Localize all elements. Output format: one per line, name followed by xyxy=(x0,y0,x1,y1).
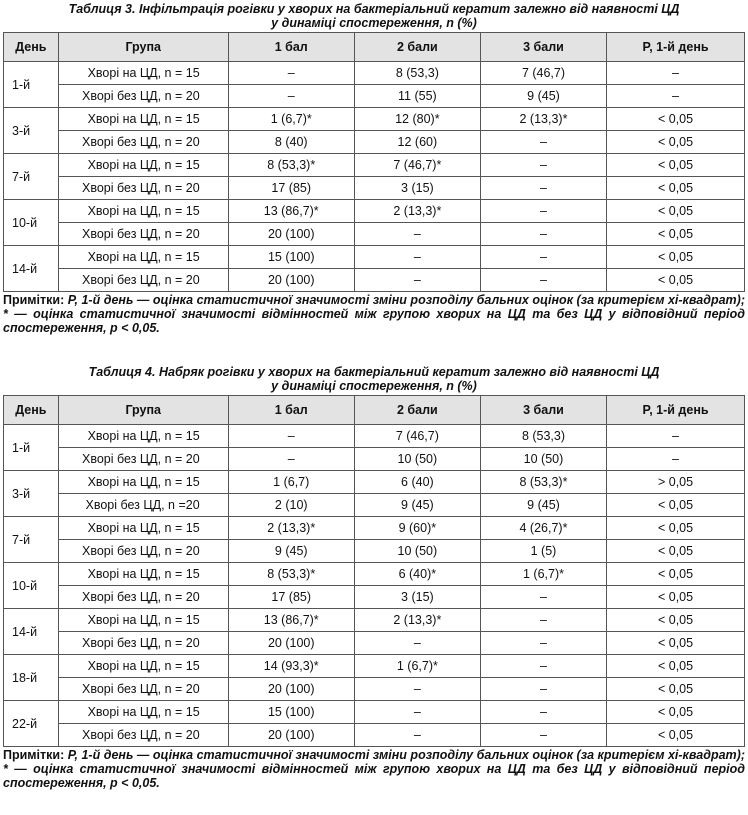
table-4-body xyxy=(4,425,745,747)
score-2-cell: 6 (40)* xyxy=(354,563,480,586)
p-value-cell: < 0,05 xyxy=(607,517,745,540)
score-2-cell: – xyxy=(354,223,480,246)
table-3-subtitle: у динаміці спостереження, n (%) xyxy=(271,16,477,30)
score-1-cell: – xyxy=(228,448,354,471)
day-cell: 7-й xyxy=(4,154,59,200)
score-2-cell: 9 (45) xyxy=(354,494,480,517)
day-cell: 10-й xyxy=(4,563,59,609)
table-row xyxy=(4,448,745,471)
table-3-title: Інфільтрація рогівки у хворих на бактеріальний кератит залежно від наявності ЦД xyxy=(138,2,680,16)
score-2-cell: – xyxy=(354,678,480,701)
p-value-cell: < 0,05 xyxy=(607,724,745,747)
group-cell: Хворі без ЦД, n = 20 xyxy=(58,724,228,747)
score-2-cell: 12 (80)* xyxy=(354,108,480,131)
score-1-cell: – xyxy=(228,62,354,85)
p-value-cell: < 0,05 xyxy=(607,609,745,632)
score-3-cell: – xyxy=(480,586,606,609)
score-1-cell: 1 (6,7) xyxy=(228,471,354,494)
table-4-number: Таблиця 4. xyxy=(88,365,156,379)
p-value-cell: < 0,05 xyxy=(607,563,745,586)
score-1-cell: 15 (100) xyxy=(228,701,354,724)
p-value-cell: < 0,05 xyxy=(607,701,745,724)
table-row xyxy=(4,586,745,609)
p-value-cell: < 0,05 xyxy=(607,154,745,177)
table-4 xyxy=(3,395,745,747)
p-value-cell: < 0,05 xyxy=(607,200,745,223)
header-score-2: 2 бали xyxy=(354,33,480,62)
header-group: Група xyxy=(58,33,228,62)
table-4-title: Набряк рогівки у хворих на бактеріальний кератит залежно від наявності ЦД xyxy=(158,365,660,379)
p-value-cell: < 0,05 xyxy=(607,632,745,655)
score-3-cell: – xyxy=(480,200,606,223)
group-cell: Хворі на ЦД, n = 15 xyxy=(58,425,228,448)
group-cell: Хворі на ЦД, n = 15 xyxy=(58,701,228,724)
p-value-cell: < 0,05 xyxy=(607,108,745,131)
table-row xyxy=(4,425,745,448)
table-3-notes-label: Примітки: xyxy=(3,293,65,307)
group-cell: Хворі без ЦД, n = 20 xyxy=(58,540,228,563)
table-3-body xyxy=(4,62,745,292)
score-3-cell: – xyxy=(480,269,606,292)
score-1-cell: 17 (85) xyxy=(228,586,354,609)
table-row xyxy=(4,517,745,540)
day-cell: 7-й xyxy=(4,517,59,563)
table-row xyxy=(4,540,745,563)
group-cell: Хворі без ЦД, n = 20 xyxy=(58,586,228,609)
score-1-cell: 17 (85) xyxy=(228,177,354,200)
score-2-cell: 10 (50) xyxy=(354,448,480,471)
score-1-cell: 13 (86,7)* xyxy=(228,609,354,632)
group-cell: Хворі без ЦД, n = 20 xyxy=(58,448,228,471)
table-row xyxy=(4,701,745,724)
score-1-cell: 14 (93,3)* xyxy=(228,655,354,678)
day-cell: 3-й xyxy=(4,108,59,154)
header-score-3: 3 бали xyxy=(480,33,606,62)
table-row xyxy=(4,62,745,85)
score-3-cell: – xyxy=(480,154,606,177)
group-cell: Хворі на ЦД, n = 15 xyxy=(58,655,228,678)
p-value-cell: < 0,05 xyxy=(607,269,745,292)
score-3-cell: – xyxy=(480,131,606,154)
table-row xyxy=(4,200,745,223)
score-3-cell: 8 (53,3)* xyxy=(480,471,606,494)
group-cell: Хворі без ЦД, n = 20 xyxy=(58,223,228,246)
score-3-cell: – xyxy=(480,177,606,200)
score-2-cell: – xyxy=(354,701,480,724)
score-3-cell: 9 (45) xyxy=(480,494,606,517)
score-3-cell: 8 (53,3) xyxy=(480,425,606,448)
score-2-cell: 2 (13,3)* xyxy=(354,609,480,632)
group-cell: Хворі без ЦД, n = 20 xyxy=(58,131,228,154)
p-value-cell: – xyxy=(607,448,745,471)
score-1-cell: 8 (53,3)* xyxy=(228,563,354,586)
day-cell: 18-й xyxy=(4,655,59,701)
header-group: Група xyxy=(58,396,228,425)
score-1-cell: 1 (6,7)* xyxy=(228,108,354,131)
day-cell: 10-й xyxy=(4,200,59,246)
table-row xyxy=(4,471,745,494)
group-cell: Хворі без ЦД, n =20 xyxy=(58,494,228,517)
table-3 xyxy=(3,32,745,292)
table-4-block xyxy=(3,365,745,790)
p-value-cell: < 0,05 xyxy=(607,655,745,678)
score-3-cell: 7 (46,7) xyxy=(480,62,606,85)
table-row xyxy=(4,177,745,200)
score-3-cell: 9 (45) xyxy=(480,85,606,108)
group-cell: Хворі на ЦД, n = 15 xyxy=(58,517,228,540)
header-score-2: 2 бали xyxy=(354,396,480,425)
group-cell: Хворі на ЦД, n = 15 xyxy=(58,471,228,494)
score-1-cell: – xyxy=(228,425,354,448)
table-3-header-row xyxy=(4,33,745,62)
header-score-3: 3 бали xyxy=(480,396,606,425)
header-p-value: P, 1-й день xyxy=(607,33,745,62)
table-4-notes-label: Примітки: xyxy=(3,748,65,762)
score-3-cell: 1 (6,7)* xyxy=(480,563,606,586)
table-row xyxy=(4,223,745,246)
table-row xyxy=(4,678,745,701)
score-3-cell: – xyxy=(480,701,606,724)
score-1-cell: 9 (45) xyxy=(228,540,354,563)
group-cell: Хворі на ЦД, n = 15 xyxy=(58,563,228,586)
group-cell: Хворі на ЦД, n = 15 xyxy=(58,200,228,223)
header-day: День xyxy=(4,33,59,62)
day-cell: 3-й xyxy=(4,471,59,517)
group-cell: Хворі на ЦД, n = 15 xyxy=(58,108,228,131)
score-3-cell: 1 (5) xyxy=(480,540,606,563)
table-row xyxy=(4,269,745,292)
score-1-cell: 20 (100) xyxy=(228,223,354,246)
day-cell: 1-й xyxy=(4,425,59,471)
p-value-cell: < 0,05 xyxy=(607,177,745,200)
score-2-cell: 6 (40) xyxy=(354,471,480,494)
table-3-block xyxy=(3,2,745,335)
table-3-notes-text: P, 1-й день — оцінка статистичної значимості зміни розподілу бальних оцінок (за критерієм хі-квадрат); * — оцінка статистичної значимості відмінностей між групою хворих на ЦД та без ЦД у відповідний період спостереження, p < 0,05. xyxy=(3,293,745,335)
table-3-notes xyxy=(3,293,745,335)
score-3-cell: 4 (26,7)* xyxy=(480,517,606,540)
table-row xyxy=(4,246,745,269)
group-cell: Хворі на ЦД, n = 15 xyxy=(58,154,228,177)
score-1-cell: 20 (100) xyxy=(228,678,354,701)
score-3-cell: – xyxy=(480,655,606,678)
score-3-cell: – xyxy=(480,678,606,701)
score-1-cell: 15 (100) xyxy=(228,246,354,269)
score-3-cell: – xyxy=(480,632,606,655)
score-1-cell: 20 (100) xyxy=(228,269,354,292)
day-cell: 14-й xyxy=(4,246,59,292)
group-cell: Хворі без ЦД, n = 20 xyxy=(58,177,228,200)
score-1-cell: – xyxy=(228,85,354,108)
table-row xyxy=(4,85,745,108)
score-1-cell: 2 (10) xyxy=(228,494,354,517)
group-cell: Хворі без ЦД, n = 20 xyxy=(58,678,228,701)
score-3-cell: 2 (13,3)* xyxy=(480,108,606,131)
day-cell: 22-й xyxy=(4,701,59,747)
table-row xyxy=(4,131,745,154)
p-value-cell: > 0,05 xyxy=(607,471,745,494)
group-cell: Хворі на ЦД, n = 15 xyxy=(58,609,228,632)
header-p-value: P, 1-й день xyxy=(607,396,745,425)
table-row xyxy=(4,724,745,747)
table-row xyxy=(4,563,745,586)
table-row xyxy=(4,632,745,655)
score-2-cell: 7 (46,7) xyxy=(354,425,480,448)
group-cell: Хворі без ЦД, n = 20 xyxy=(58,632,228,655)
table-row xyxy=(4,108,745,131)
group-cell: Хворі без ЦД, n = 20 xyxy=(58,85,228,108)
score-1-cell: 2 (13,3)* xyxy=(228,517,354,540)
score-3-cell: – xyxy=(480,609,606,632)
score-2-cell: 9 (60)* xyxy=(354,517,480,540)
score-2-cell: 11 (55) xyxy=(354,85,480,108)
score-3-cell: 10 (50) xyxy=(480,448,606,471)
score-2-cell: 3 (15) xyxy=(354,177,480,200)
table-4-subtitle: у динаміці спостереження, n (%) xyxy=(271,379,477,393)
score-1-cell: 20 (100) xyxy=(228,632,354,655)
score-2-cell: 7 (46,7)* xyxy=(354,154,480,177)
p-value-cell: < 0,05 xyxy=(607,540,745,563)
table-4-notes xyxy=(3,748,745,790)
table-row xyxy=(4,494,745,517)
header-score-1: 1 бал xyxy=(228,33,354,62)
score-2-cell: – xyxy=(354,269,480,292)
p-value-cell: < 0,05 xyxy=(607,131,745,154)
group-cell: Хворі на ЦД, n = 15 xyxy=(58,62,228,85)
p-value-cell: < 0,05 xyxy=(607,494,745,517)
p-value-cell: – xyxy=(607,425,745,448)
p-value-cell: – xyxy=(607,85,745,108)
p-value-cell: < 0,05 xyxy=(607,586,745,609)
group-cell: Хворі без ЦД, n = 20 xyxy=(58,269,228,292)
score-1-cell: 8 (40) xyxy=(228,131,354,154)
header-day: День xyxy=(4,396,59,425)
header-score-1: 1 бал xyxy=(228,396,354,425)
p-value-cell: < 0,05 xyxy=(607,678,745,701)
score-2-cell: 12 (60) xyxy=(354,131,480,154)
score-2-cell: 8 (53,3) xyxy=(354,62,480,85)
score-2-cell: 1 (6,7)* xyxy=(354,655,480,678)
p-value-cell: < 0,05 xyxy=(607,246,745,269)
table-4-notes-text: P, 1-й день — оцінка статистичної значимості зміни розподілу бальних оцінок (за критерієм хі-квадрат); * — оцінка статистичної значимості відмінностей між групою хворих на ЦД та без ЦД у відповідний період спостереження, p < 0,05. xyxy=(3,748,745,790)
day-cell: 14-й xyxy=(4,609,59,655)
score-2-cell: – xyxy=(354,724,480,747)
score-3-cell: – xyxy=(480,223,606,246)
score-1-cell: 8 (53,3)* xyxy=(228,154,354,177)
table-row xyxy=(4,609,745,632)
score-2-cell: 10 (50) xyxy=(354,540,480,563)
score-3-cell: – xyxy=(480,724,606,747)
score-1-cell: 20 (100) xyxy=(228,724,354,747)
p-value-cell: – xyxy=(607,62,745,85)
score-2-cell: – xyxy=(354,632,480,655)
score-3-cell: – xyxy=(480,246,606,269)
group-cell: Хворі на ЦД, n = 15 xyxy=(58,246,228,269)
day-cell: 1-й xyxy=(4,62,59,108)
table-row xyxy=(4,154,745,177)
score-2-cell: – xyxy=(354,246,480,269)
table-4-caption xyxy=(3,365,745,393)
table-4-header-row xyxy=(4,396,745,425)
table-3-number: Таблиця 3. xyxy=(68,2,136,16)
score-2-cell: 3 (15) xyxy=(354,586,480,609)
table-row xyxy=(4,655,745,678)
score-1-cell: 13 (86,7)* xyxy=(228,200,354,223)
p-value-cell: < 0,05 xyxy=(607,223,745,246)
table-3-caption xyxy=(3,2,745,30)
score-2-cell: 2 (13,3)* xyxy=(354,200,480,223)
